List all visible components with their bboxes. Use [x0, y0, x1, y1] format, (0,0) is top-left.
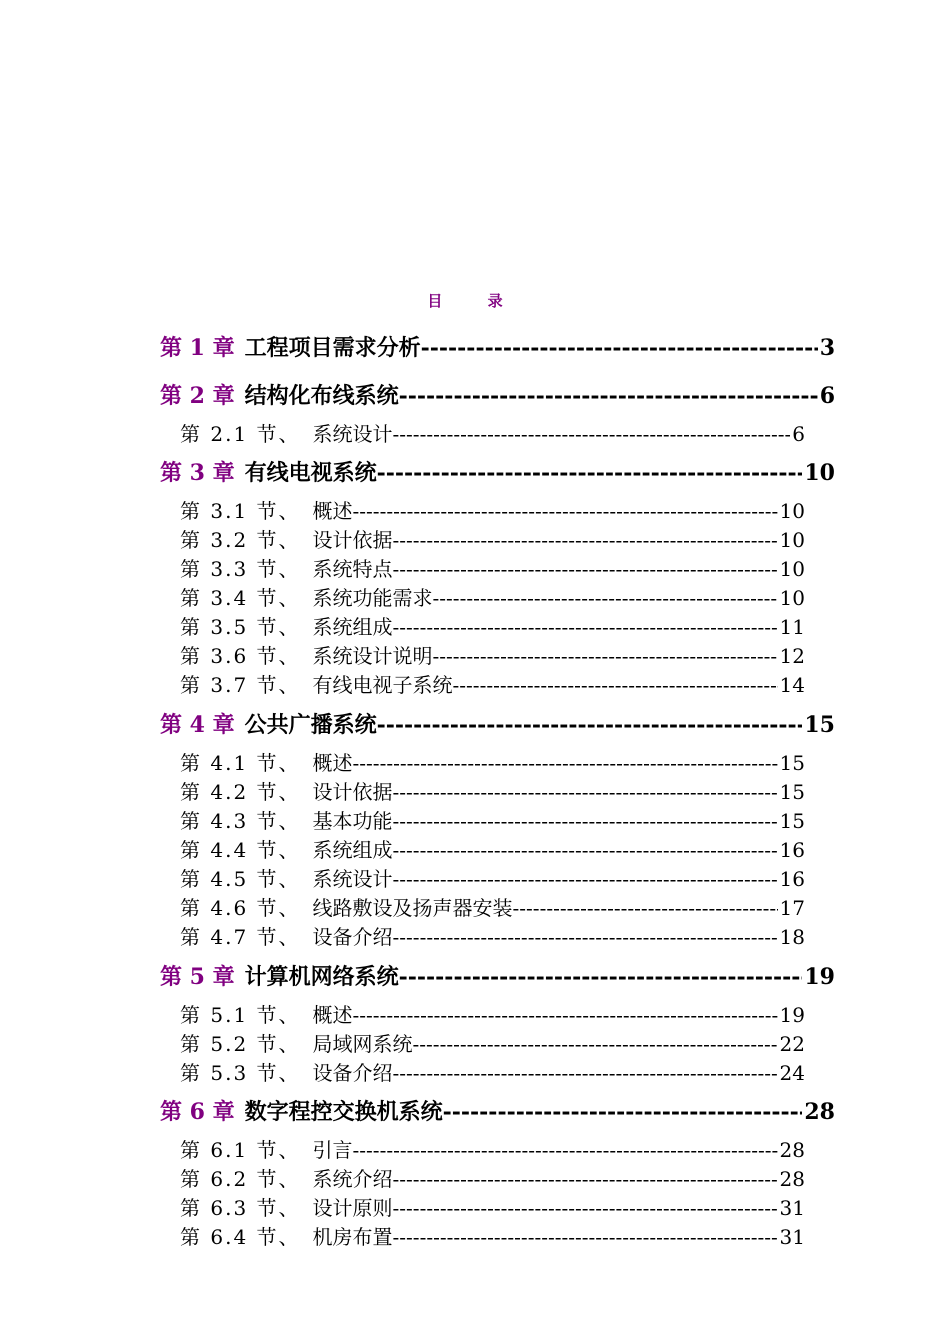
toc-chapter-entry[interactable]	[160, 710, 835, 740]
dot-leader	[443, 1097, 803, 1127]
section-label: 第 2.1 节、	[180, 422, 301, 446]
dot-leader	[393, 420, 791, 448]
toc-section-entry[interactable]	[160, 555, 830, 583]
section-label: 第 3.2 节、	[180, 528, 301, 552]
toc-section-entry[interactable]	[160, 778, 830, 806]
entry-title: 系统设计	[312, 867, 393, 891]
page-number: 28	[779, 1167, 805, 1191]
dot-leader	[393, 807, 778, 835]
page-number: 12	[779, 644, 805, 668]
toc-section-entry[interactable]	[160, 671, 830, 699]
section-label: 第 4.2 节、	[180, 780, 301, 804]
page-number: 10	[779, 586, 805, 610]
toc-title: 目 录	[427, 292, 523, 310]
toc-chapter-entry[interactable]	[160, 458, 835, 488]
section-label: 第 3.6 节、	[180, 644, 301, 668]
dot-leader	[393, 555, 778, 583]
page-number: 6	[792, 422, 805, 446]
section-label: 第 3.3 节、	[180, 557, 301, 581]
entry-title: 系统特点	[312, 557, 393, 581]
page-number: 15	[779, 751, 805, 775]
toc-section-entry[interactable]	[160, 526, 830, 554]
toc-section-entry[interactable]	[160, 1136, 830, 1164]
section-label: 第 6.1 节、	[180, 1138, 301, 1162]
toc-chapter-entry[interactable]	[160, 381, 835, 411]
entry-title: 基本功能	[312, 809, 393, 833]
entry-title: 概述	[312, 499, 353, 523]
entry-title: 有线电视系统	[244, 460, 377, 486]
section-label: 第 4.5 节、	[180, 867, 301, 891]
page-number: 16	[779, 867, 805, 891]
dot-leader	[353, 497, 778, 525]
entry-title: 有线电视子系统	[312, 673, 453, 697]
entry-title: 系统设计说明	[312, 644, 433, 668]
page-number: 14	[779, 673, 805, 697]
section-label: 第 3.5 节、	[180, 615, 301, 639]
toc-section-entry[interactable]	[160, 1223, 830, 1251]
dot-leader	[393, 1194, 778, 1222]
section-label: 第 5.1 节、	[180, 1003, 301, 1027]
entry-title: 局域网系统	[312, 1032, 413, 1056]
dot-leader	[413, 1030, 778, 1058]
chapter-label: 第 5 章	[160, 964, 235, 990]
toc-section-entry[interactable]	[160, 613, 830, 641]
toc-section-entry[interactable]	[160, 584, 830, 612]
section-label: 第 4.4 节、	[180, 838, 301, 862]
toc-section-entry[interactable]	[160, 420, 830, 448]
page-number: 10	[804, 460, 835, 486]
page-number: 19	[779, 1003, 805, 1027]
page-number: 15	[779, 780, 805, 804]
dot-leader	[393, 526, 778, 554]
entry-title: 系统组成	[312, 838, 393, 862]
chapter-label: 第 4 章	[160, 712, 235, 738]
section-label: 第 6.2 节、	[180, 1167, 301, 1191]
entry-title: 系统组成	[312, 615, 393, 639]
dot-leader	[393, 1223, 778, 1251]
entry-title: 工程项目需求分析	[244, 335, 421, 361]
dot-leader	[353, 1136, 778, 1164]
toc-section-entry[interactable]	[160, 894, 830, 922]
entry-title: 概述	[312, 751, 353, 775]
toc-section-entry[interactable]	[160, 1030, 830, 1058]
entry-title: 设计依据	[312, 780, 393, 804]
toc-section-entry[interactable]	[160, 923, 830, 951]
chapter-label: 第 6 章	[160, 1099, 235, 1125]
entry-title: 计算机网络系统	[244, 964, 399, 990]
page-number: 11	[779, 615, 805, 639]
entry-title: 公共广播系统	[244, 712, 377, 738]
page-number: 22	[779, 1032, 805, 1056]
toc-section-entry[interactable]	[160, 836, 830, 864]
section-label: 第 4.1 节、	[180, 751, 301, 775]
dot-leader	[421, 333, 818, 363]
section-label: 第 6.4 节、	[180, 1225, 301, 1249]
dot-leader	[513, 894, 778, 922]
chapter-label: 第 1 章	[160, 335, 235, 361]
dot-leader	[393, 836, 778, 864]
dot-leader	[433, 642, 778, 670]
page-number: 16	[779, 838, 805, 862]
section-label: 第 5.3 节、	[180, 1061, 301, 1085]
chapter-label: 第 2 章	[160, 383, 235, 409]
entry-title: 机房布置	[312, 1225, 393, 1249]
section-label: 第 3.7 节、	[180, 673, 301, 697]
toc-section-entry[interactable]	[160, 807, 830, 835]
entry-title: 设备介绍	[312, 1061, 393, 1085]
dot-leader	[393, 923, 778, 951]
section-label: 第 4.7 节、	[180, 925, 301, 949]
toc-section-entry[interactable]	[160, 1059, 830, 1087]
toc-chapter-entry[interactable]	[160, 1097, 835, 1127]
entry-title: 概述	[312, 1003, 353, 1027]
dot-leader	[399, 962, 803, 992]
toc-section-entry[interactable]	[160, 497, 830, 525]
page-number: 17	[779, 896, 805, 920]
toc-section-entry[interactable]	[160, 749, 830, 777]
entry-title: 设备介绍	[312, 925, 393, 949]
page-number: 10	[779, 528, 805, 552]
page-number: 10	[779, 499, 805, 523]
dot-leader	[353, 749, 778, 777]
page-number: 15	[804, 712, 835, 738]
page-number: 28	[779, 1138, 805, 1162]
toc-section-entry[interactable]	[160, 1194, 830, 1222]
page-number: 31	[779, 1196, 805, 1220]
page-number: 31	[779, 1225, 805, 1249]
page-number: 18	[779, 925, 805, 949]
toc-section-entry[interactable]	[160, 1165, 830, 1193]
dot-leader	[433, 584, 778, 612]
dot-leader	[377, 458, 803, 488]
dot-leader	[393, 1059, 778, 1087]
page-number: 6	[819, 383, 835, 409]
section-label: 第 5.2 节、	[180, 1032, 301, 1056]
page-number: 3	[819, 335, 835, 361]
dot-leader	[377, 710, 803, 740]
section-label: 第 3.4 节、	[180, 586, 301, 610]
section-label: 第 3.1 节、	[180, 499, 301, 523]
toc-section-entry[interactable]	[160, 642, 830, 670]
toc-chapter-entry[interactable]	[160, 333, 835, 363]
chapter-label: 第 3 章	[160, 460, 235, 486]
entry-title: 系统功能需求	[312, 586, 433, 610]
page-number: 19	[804, 964, 835, 990]
entry-title: 系统介绍	[312, 1167, 393, 1191]
section-label: 第 4.3 节、	[180, 809, 301, 833]
toc-chapter-entry[interactable]	[160, 962, 835, 992]
dot-leader	[393, 613, 778, 641]
toc-section-entry[interactable]	[160, 1001, 830, 1029]
section-label: 第 6.3 节、	[180, 1196, 301, 1220]
dot-leader	[393, 778, 778, 806]
page-number: 28	[804, 1099, 835, 1125]
dot-leader	[353, 1001, 778, 1029]
entry-title: 结构化布线系统	[244, 383, 399, 409]
page-number: 10	[779, 557, 805, 581]
toc-section-entry[interactable]	[160, 865, 830, 893]
entry-title: 线路敷设及扬声器安装	[312, 896, 513, 920]
entry-title: 系统设计	[312, 422, 393, 446]
dot-leader	[393, 865, 778, 893]
page-number: 15	[779, 809, 805, 833]
entry-title: 引言	[312, 1138, 353, 1162]
section-label: 第 4.6 节、	[180, 896, 301, 920]
dot-leader	[453, 671, 778, 699]
entry-title: 设计原则	[312, 1196, 393, 1220]
dot-leader	[393, 1165, 778, 1193]
page-number: 24	[779, 1061, 805, 1085]
entry-title: 数字程控交换机系统	[244, 1099, 443, 1125]
dot-leader	[399, 381, 818, 411]
entry-title: 设计依据	[312, 528, 393, 552]
